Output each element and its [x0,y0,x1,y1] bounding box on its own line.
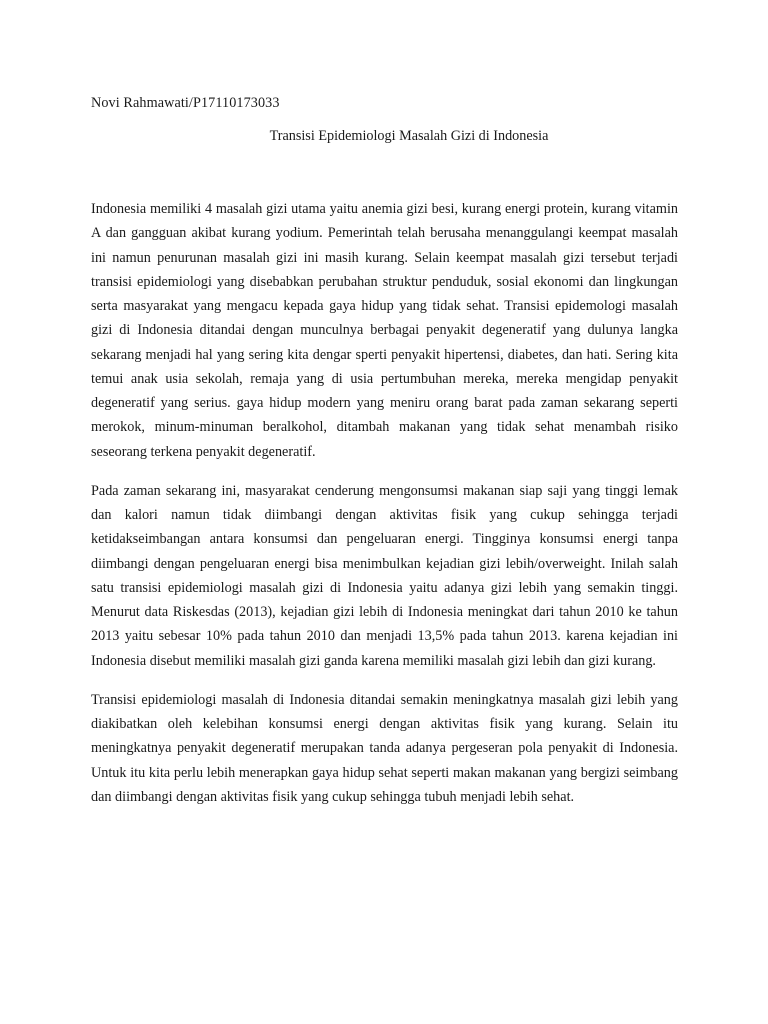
document-body [91,197,678,824]
author-line: Novi Rahmawati/P17110173033 [91,95,280,111]
paragraph-3: Transisi epidemiologi masalah di Indonesia ditandai semakin meningkatnya masalah gizi lebih yang diakibatkan oleh kelebihan konsumsi energi dengan aktivitas fisik yang kurang. Selain itu meningkatnya penyakit degeneratif merupakan tanda adanya pergeseran pola penyakit di Indonesia. Untuk itu kita perlu lebih menerapkan gaya hidup sehat seperti makan makanan yang bergizi seimbang dan diimbangi dengan aktivitas fisik yang cukup sehingga tubuh menjadi lebih sehat. [91,691,678,805]
document-title: Transisi Epidemiologi Masalah Gizi di Indonesia [269,128,549,144]
paragraph-1: Indonesia memiliki 4 masalah gizi utama yaitu anemia gizi besi, kurang energi protein, kurang vitamin A dan gangguan akibat kurang yodium. Pemerintah telah berusaha menanggulangi keempat masalah ini namun penurunan masalah gizi ini masih kurang. Selain keempat masalah gizi tersebut terjadi transisi epidemiologi yang disebabkan perubahan struktur penduduk, sosial ekonomi dan lingkungan serta masyarakat yang mengacu kepada gaya hidup yang tidak sehat. Transisi epidemologi masalah gizi di Indonesia ditandai dengan munculnya berbagai penyakit degeneratif yang dulunya langka sekarang menjadi hal yang sering kita dengar sperti penyakit hipertensi, diabetes, dan hati. Sering kita temui anak usia sekolah, remaja yang di usia pertumbuhan mereka, mereka mengidap penyakit degeneratif yang serius. gaya hidup modern yang meniru orang barat pada zaman sekarang seperti merokok, minum-minuman beralkohol, ditambah makanan yang tidak sehat menambah risiko seseorang terkena penyakit degeneratif. [91,201,678,460]
paragraph-2: Pada zaman sekarang ini, masyarakat cenderung mengonsumsi makanan siap saji yang tinggi lemak dan kalori namun tidak diimbangi dengan aktivitas fisik yang cukup sehingga terjadi ketidakseimbangan antara konsumsi dan pengeluaran energi. Tingginya konsumsi energi tanpa diimbangi dengan pengeluaran energi bisa menimbulkan kejadian gizi lebih/overweight. Inilah salah satu transisi epidemiologi masalah gizi di Indonesia yaitu adanya gizi lebih yang semakin tinggi. Menurut data Riskesdas (2013), kejadian gizi lebih di Indonesia meningkat dari tahun 2010 ke tahun 2013 yaitu sebesar 10% pada tahun 2010 dan menjadi 13,5% pada tahun 2013. karena kejadian ini Indonesia disebut memiliki masalah gizi ganda karena memiliki masalah gizi lebih dan gizi kurang. [91,482,678,669]
